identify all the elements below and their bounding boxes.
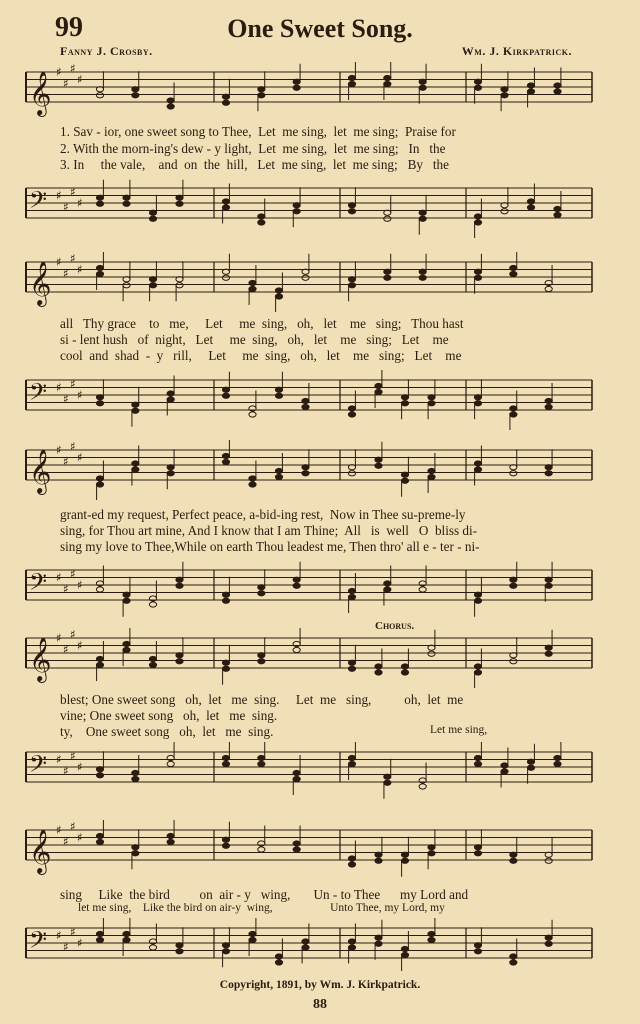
svg-text:𝄢: 𝄢 — [29, 750, 48, 783]
svg-text:♯: ♯ — [70, 376, 76, 391]
svg-text:𝄞: 𝄞 — [29, 449, 52, 493]
svg-text:𝄢: 𝄢 — [29, 378, 48, 411]
svg-text:♯: ♯ — [56, 752, 62, 767]
svg-text:𝄞: 𝄞 — [29, 71, 52, 115]
svg-text:♯: ♯ — [70, 748, 76, 763]
copyright-notice: Copyright, 1891, by Wm. J. Kirkpatrick. — [219, 979, 421, 991]
svg-text:♯: ♯ — [63, 199, 69, 214]
bass-lyric-line: let me sing, Like the bird on air-y wing, Unto Thee, my Lord, my — [78, 902, 445, 914]
hymn-number: 99 — [55, 12, 83, 43]
svg-text:♯: ♯ — [77, 388, 83, 402]
svg-text:♯: ♯ — [70, 252, 76, 266]
lyric-line-2-3: cool and shad - y rill, Let me sing, oh, let me sing; Let me — [60, 348, 462, 363]
composer-credit: Wm. J. Kirkpatrick. — [461, 44, 572, 58]
treble-staff-4 — [0, 628, 640, 688]
svg-text:♯: ♯ — [77, 196, 83, 210]
bass-staff-3 — [0, 560, 640, 620]
svg-text:♯: ♯ — [63, 834, 69, 849]
svg-text:♯: ♯ — [63, 266, 69, 281]
svg-text:♯: ♯ — [77, 72, 83, 87]
svg-text:♯: ♯ — [63, 642, 69, 657]
svg-text:♯: ♯ — [63, 76, 69, 91]
svg-text:♯: ♯ — [70, 440, 76, 454]
svg-text:♯: ♯ — [63, 391, 69, 406]
lyric-line-4-1: blest; One sweet song oh, let me sing. Let me sing, oh, let me — [60, 692, 464, 707]
svg-text:♯: ♯ — [56, 188, 62, 203]
svg-text:𝄞: 𝄞 — [29, 261, 52, 305]
svg-text:♯: ♯ — [70, 62, 76, 76]
lyricist-credit: Fanny J. Crosby. — [60, 44, 153, 58]
svg-text:♯: ♯ — [56, 255, 62, 269]
svg-text:𝄢: 𝄢 — [29, 926, 48, 959]
svg-text:𝄢: 𝄢 — [29, 568, 48, 601]
svg-text:♯: ♯ — [77, 262, 83, 277]
svg-text:♯: ♯ — [70, 924, 76, 939]
svg-text:♯: ♯ — [70, 820, 76, 834]
svg-text:♯: ♯ — [77, 830, 83, 845]
svg-text:♯: ♯ — [77, 578, 83, 592]
treble-staff-5 — [0, 820, 640, 880]
lyric-line-3-3: sing my love to Thee,While on earth Thou leadest me, Then thro' all e - ter - ni- — [60, 539, 480, 554]
svg-text:♯: ♯ — [63, 454, 69, 469]
lyric-line-5-1: sing Like the bird on air - y wing, Un - to Thee my Lord and — [60, 887, 469, 902]
lyric-line-1-3: 3. In the vale, and on the hill, Let me sing, let me sing; By the — [60, 157, 449, 172]
lyric-line-2-2: si - lent hush of night, Let me sing, oh, let me sing; Let me — [60, 332, 449, 347]
lyric-line-3-1: grant-ed my request, Perfect peace, a-bid-ing rest, Now in Thee su-preme-ly — [60, 507, 466, 522]
bass-staff-4 — [0, 742, 640, 802]
bass-staff-2 — [0, 370, 640, 430]
bass-echo-text: Let me sing, — [430, 724, 488, 736]
svg-text:♯: ♯ — [56, 823, 62, 837]
bass-staff-1 — [0, 178, 640, 238]
svg-text:♯: ♯ — [63, 581, 69, 596]
hymn-title: One Sweet Song. — [227, 14, 413, 43]
svg-text:𝄢: 𝄢 — [29, 186, 48, 219]
svg-text:♯: ♯ — [56, 380, 62, 395]
svg-text:♯: ♯ — [70, 566, 76, 581]
svg-text:♯: ♯ — [77, 638, 83, 653]
svg-text:♯: ♯ — [70, 628, 76, 642]
chorus-label: Chorus. — [375, 620, 415, 632]
treble-staff-2 — [0, 252, 640, 312]
lyric-line-2-1: all Thy grace to me, Let me sing, oh, let me sing; Thou hast — [60, 316, 464, 331]
svg-text:𝄞: 𝄞 — [29, 637, 52, 681]
lyric-line-3-2: sing, for Thou art mine, And I know that I am Thine; All is well O bliss di- — [60, 523, 478, 538]
svg-text:♯: ♯ — [56, 631, 62, 645]
treble-staff-3 — [0, 440, 640, 500]
svg-text:♯: ♯ — [77, 936, 83, 950]
lyric-line-1-2: 2. With the morn-ing's dew - y light, Let me sing, let me sing; In the — [60, 141, 446, 156]
svg-text:♯: ♯ — [56, 65, 62, 79]
lyric-line-1-1: 1. Sav - ior, one sweet song to Thee, Let me sing, let me sing; Praise for — [60, 124, 456, 139]
svg-text:♯: ♯ — [56, 570, 62, 585]
page-number: 88 — [313, 997, 327, 1012]
lyric-line-4-3: ty, One sweet song oh, let me sing. — [60, 724, 274, 739]
svg-text:♯: ♯ — [77, 450, 83, 465]
svg-text:♯: ♯ — [56, 928, 62, 943]
treble-staff-1 — [0, 62, 640, 122]
svg-text:♯: ♯ — [56, 443, 62, 457]
svg-text:♯: ♯ — [70, 184, 76, 199]
svg-text:♯: ♯ — [63, 939, 69, 954]
lyric-line-4-2: vine; One sweet song oh, let me sing. — [60, 708, 278, 723]
svg-text:♯: ♯ — [77, 760, 83, 774]
bass-staff-5 — [0, 918, 640, 978]
svg-text:♯: ♯ — [63, 763, 69, 778]
svg-text:𝄞: 𝄞 — [29, 829, 52, 873]
